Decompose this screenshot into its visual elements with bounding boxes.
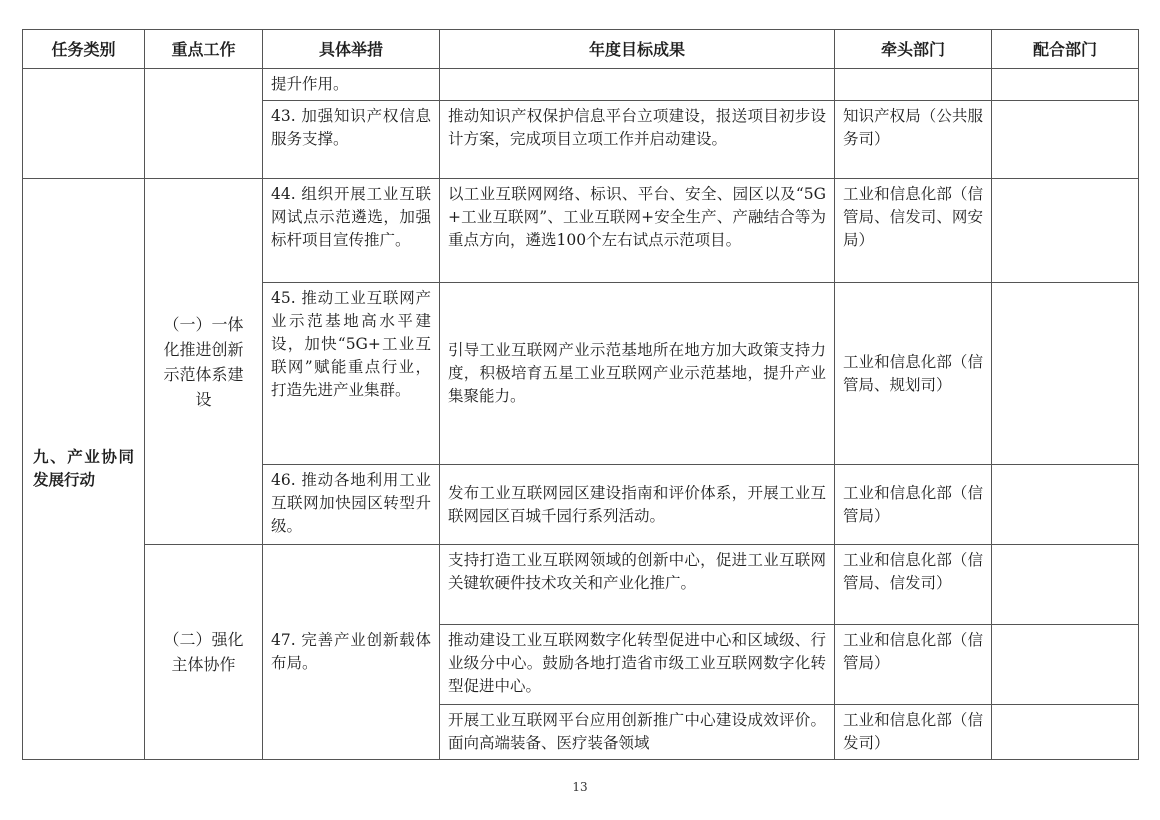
category-cell-continued: [23, 69, 145, 179]
coop-dept-cell: [992, 705, 1139, 760]
key-work-cell-continued: [145, 69, 263, 179]
lead-dept-cell: 工业和信息化部（信管局、信发司）: [835, 545, 992, 625]
header-key-work: 重点工作: [145, 30, 263, 69]
key-work-cell: （二）强化主体协作: [145, 545, 263, 760]
header-lead-dept: 牵头部门: [835, 30, 992, 69]
coop-dept-cell: [992, 625, 1139, 705]
coop-dept-cell: [992, 465, 1139, 545]
measure-cell: 45. 推动工业互联网产业示范基地高水平建设，加快“5G+工业互联网”赋能重点行业，打造先进产业集群。: [263, 283, 440, 465]
page-number: 13: [572, 780, 588, 794]
coop-dept-cell: [992, 179, 1139, 283]
lead-dept-cell: 工业和信息化部（信管局、规划司）: [835, 283, 992, 465]
lead-dept-cell: 工业和信息化部（信发司）: [835, 705, 992, 760]
lead-dept-cell: 工业和信息化部（信管局、信发司、网安局）: [835, 179, 992, 283]
coop-dept-cell: [992, 545, 1139, 625]
lead-dept-cell: 知识产权局（公共服务司）: [835, 101, 992, 179]
coop-dept-cell: [992, 101, 1139, 179]
task-table: [22, 29, 1139, 760]
goal-cell: 推动知识产权保护信息平台立项建设，报送项目初步设计方案，完成项目立项工作并启动建设。: [440, 101, 835, 179]
measure-cell: 47. 完善产业创新载体布局。: [263, 545, 440, 760]
measure-cell: 43. 加强知识产权信息服务支撑。: [263, 101, 440, 179]
goal-cell: 支持打造工业互联网领域的创新中心，促进工业互联网关键软硬件技术攻关和产业化推广。: [440, 545, 835, 625]
lead-dept-cell: [835, 69, 992, 101]
table-row: [23, 179, 1139, 283]
key-work-cell: （一）一体化推进创新示范体系建设: [145, 179, 263, 545]
measure-cell: 提升作用。: [263, 69, 440, 101]
header-coop-dept: 配合部门: [992, 30, 1139, 69]
category-cell: 九、产业协同发展行动: [23, 179, 145, 760]
measure-cell: 44. 组织开展工业互联网试点示范遴选，加强标杆项目宣传推广。: [263, 179, 440, 283]
coop-dept-cell: [992, 69, 1139, 101]
goal-cell: [440, 69, 835, 101]
table-row: [23, 69, 1139, 101]
lead-dept-cell: 工业和信息化部（信管局）: [835, 625, 992, 705]
table-row: [23, 545, 1139, 625]
coop-dept-cell: [992, 283, 1139, 465]
header-measure: 具体举措: [263, 30, 440, 69]
measure-cell: 46. 推动各地利用工业互联网加快园区转型升级。: [263, 465, 440, 545]
goal-cell: 发布工业互联网园区建设指南和评价体系，开展工业互联网园区百城千园行系列活动。: [440, 465, 835, 545]
goal-cell: 开展工业互联网平台应用创新推广中心建设成效评价。面向高端装备、医疗装备领域: [440, 705, 835, 760]
goal-cell: 引导工业互联网产业示范基地所在地方加大政策支持力度，积极培育五星工业互联网产业示范基地，提升产业集聚能力。: [440, 283, 835, 465]
header-category: 任务类别: [23, 30, 145, 69]
goal-cell: 以工业互联网网络、标识、平台、安全、园区以及“5G+工业互联网”、工业互联网+安全生产、产融结合等为重点方向，遴选100个左右试点示范项目。: [440, 179, 835, 283]
goal-cell: 推动建设工业互联网数字化转型促进中心和区域级、行业级分中心。鼓励各地打造省市级工业互联网数字化转型促进中心。: [440, 625, 835, 705]
lead-dept-cell: 工业和信息化部（信管局）: [835, 465, 992, 545]
header-row: [23, 30, 1139, 69]
header-annual-goal: 年度目标成果: [440, 30, 835, 69]
